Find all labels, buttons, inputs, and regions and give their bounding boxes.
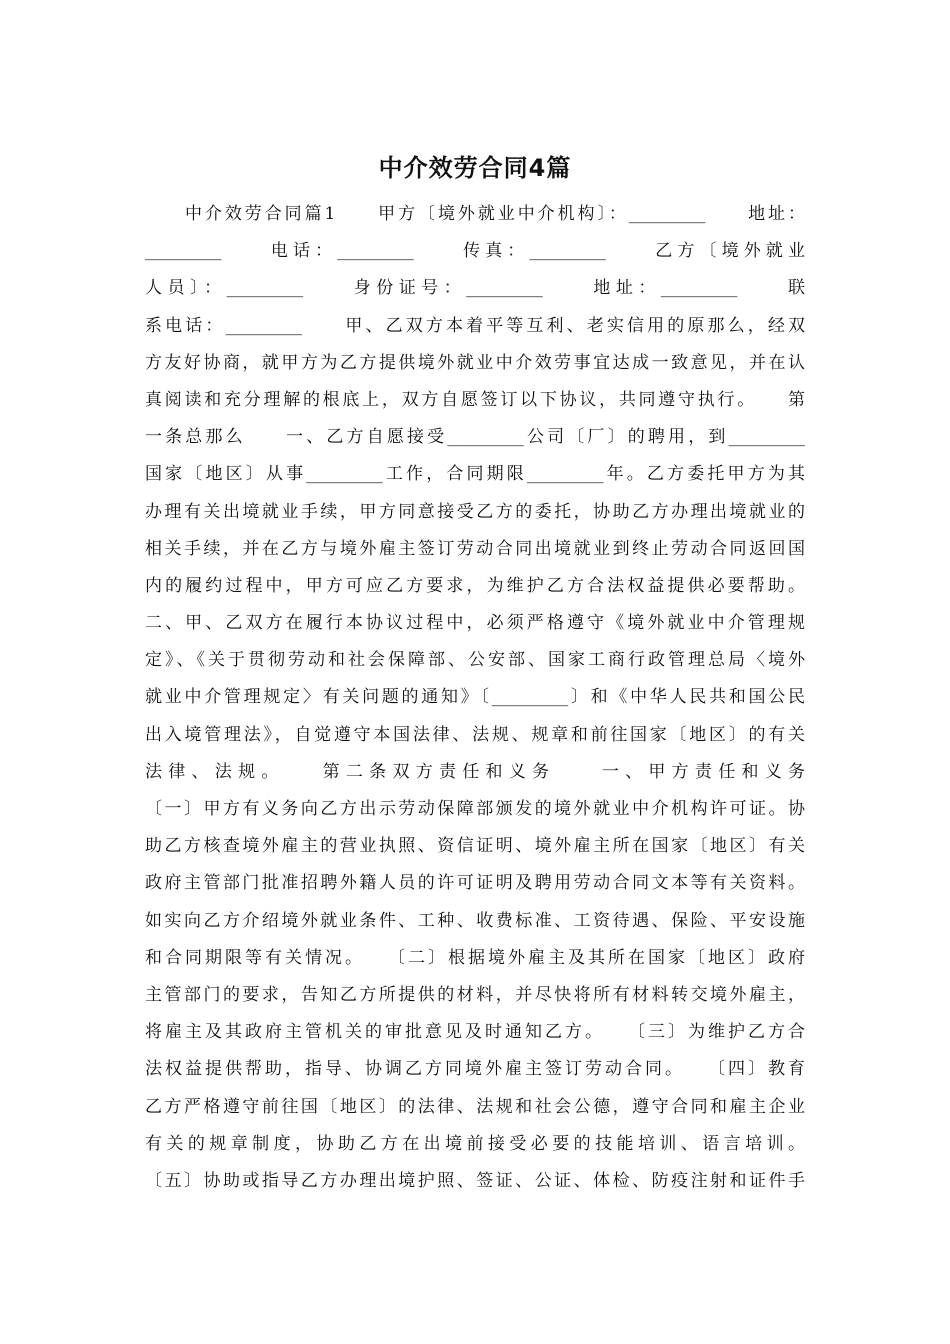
body-line: 〔五〕协助或指导乙方办理出境护照、签证、公证、体检、防疫注射和证件手	[145, 1170, 805, 1191]
body-line: 法权益提供帮助，指导、协调乙方同境外雇主签订劳动合同。 〔四〕教育	[145, 1059, 805, 1080]
body-line: 如实向乙方介绍境外就业条件、工种、收费标准、工资待遇、保险、平安设施	[145, 910, 805, 931]
body-line: 办理有关出境就业手续，甲方同意接受乙方的委托，协助乙方办理出境就业的	[145, 501, 805, 522]
body-line: 相关手续，并在乙方与境外雇主签订劳动合同出境就业到终止劳动合同返回国	[145, 538, 805, 559]
body-line: 内的履约过程中，甲方可应乙方要求，为维护乙方合法权益提供必要帮助。	[145, 575, 805, 596]
body-line: 助乙方核查境外雇主的营业执照、资信证明、境外雇主所在国家〔地区〕有关	[145, 836, 805, 857]
body-line: 真阅读和充分理解的根底上，双方自愿签订以下协议，共同遵守执行。 第	[145, 389, 805, 410]
body-line: 二、甲、乙双方在履行本协议过程中，必须严格遵守《境外就业中介管理规	[145, 613, 805, 634]
document-body	[145, 196, 805, 1200]
body-line: 国家〔地区〕从事_________工作，合同期限_________年。乙方委托甲方为其	[145, 464, 805, 485]
body-line: 一条总那么 一、乙方自愿接受_________公司〔厂〕的聘用，到_________	[145, 427, 805, 448]
body-line: 政府主管部门批准招聘外籍人员的许可证明及聘用劳动合同文本等有关资料。	[145, 873, 805, 894]
body-line: 中介效劳合同篇1 甲方〔境外就业中介机构〕：_________ 地址：	[185, 204, 805, 224]
body-line: 将雇主及其政府主管机关的审批意见及时通知乙方。 〔三〕为维护乙方合	[145, 1022, 805, 1043]
document-title: 中介效劳合同4篇	[378, 154, 572, 182]
body-line: 方友好协商，就甲方为乙方提供境外就业中介效劳事宜达成一致意见，并在认	[145, 352, 805, 373]
body-line: 法律、法规。 第二条双方责任和义务 一、甲方责任和义务	[145, 761, 805, 782]
body-line: 主管部门的要求，告知乙方所提供的材料，并尽快将所有材料转交境外雇主，	[145, 984, 805, 1005]
body-line: _________ 电话：_________ 传真：_________ 乙方〔境外就业	[145, 241, 805, 262]
body-line: 系电话：_________ 甲、乙双方本着平等互利、老实信用的原那么，经双	[145, 315, 805, 336]
body-line: 定》、《关于贯彻劳动和社会保障部、公安部、国家工商行政管理总局〈境外	[145, 650, 805, 671]
body-line: 就业中介管理规定〉有关问题的通知》〔_________〕和《中华人民共和国公民	[145, 687, 805, 708]
body-line: 〔一〕甲方有义务向乙方出示劳动保障部颁发的境外就业中介机构许可证。协	[145, 799, 805, 819]
body-line: 有关的规章制度，协助乙方在出境前接受必要的技能培训、语言培训。	[145, 1133, 805, 1154]
body-line: 和合同期限等有关情况。 〔二〕根据境外雇主及其所在国家〔地区〕政府	[145, 947, 805, 968]
body-line: 乙方严格遵守前往国〔地区〕的法律、法规和社会公德，遵守合同和雇主企业	[145, 1096, 805, 1117]
body-line: 出入境管理法》，自觉遵守本国法律、法规、规章和前往国家〔地区〕的有关	[145, 724, 805, 745]
body-line: 人员〕：_________ 身份证号：_________ 地址：_________ 联	[145, 278, 805, 299]
